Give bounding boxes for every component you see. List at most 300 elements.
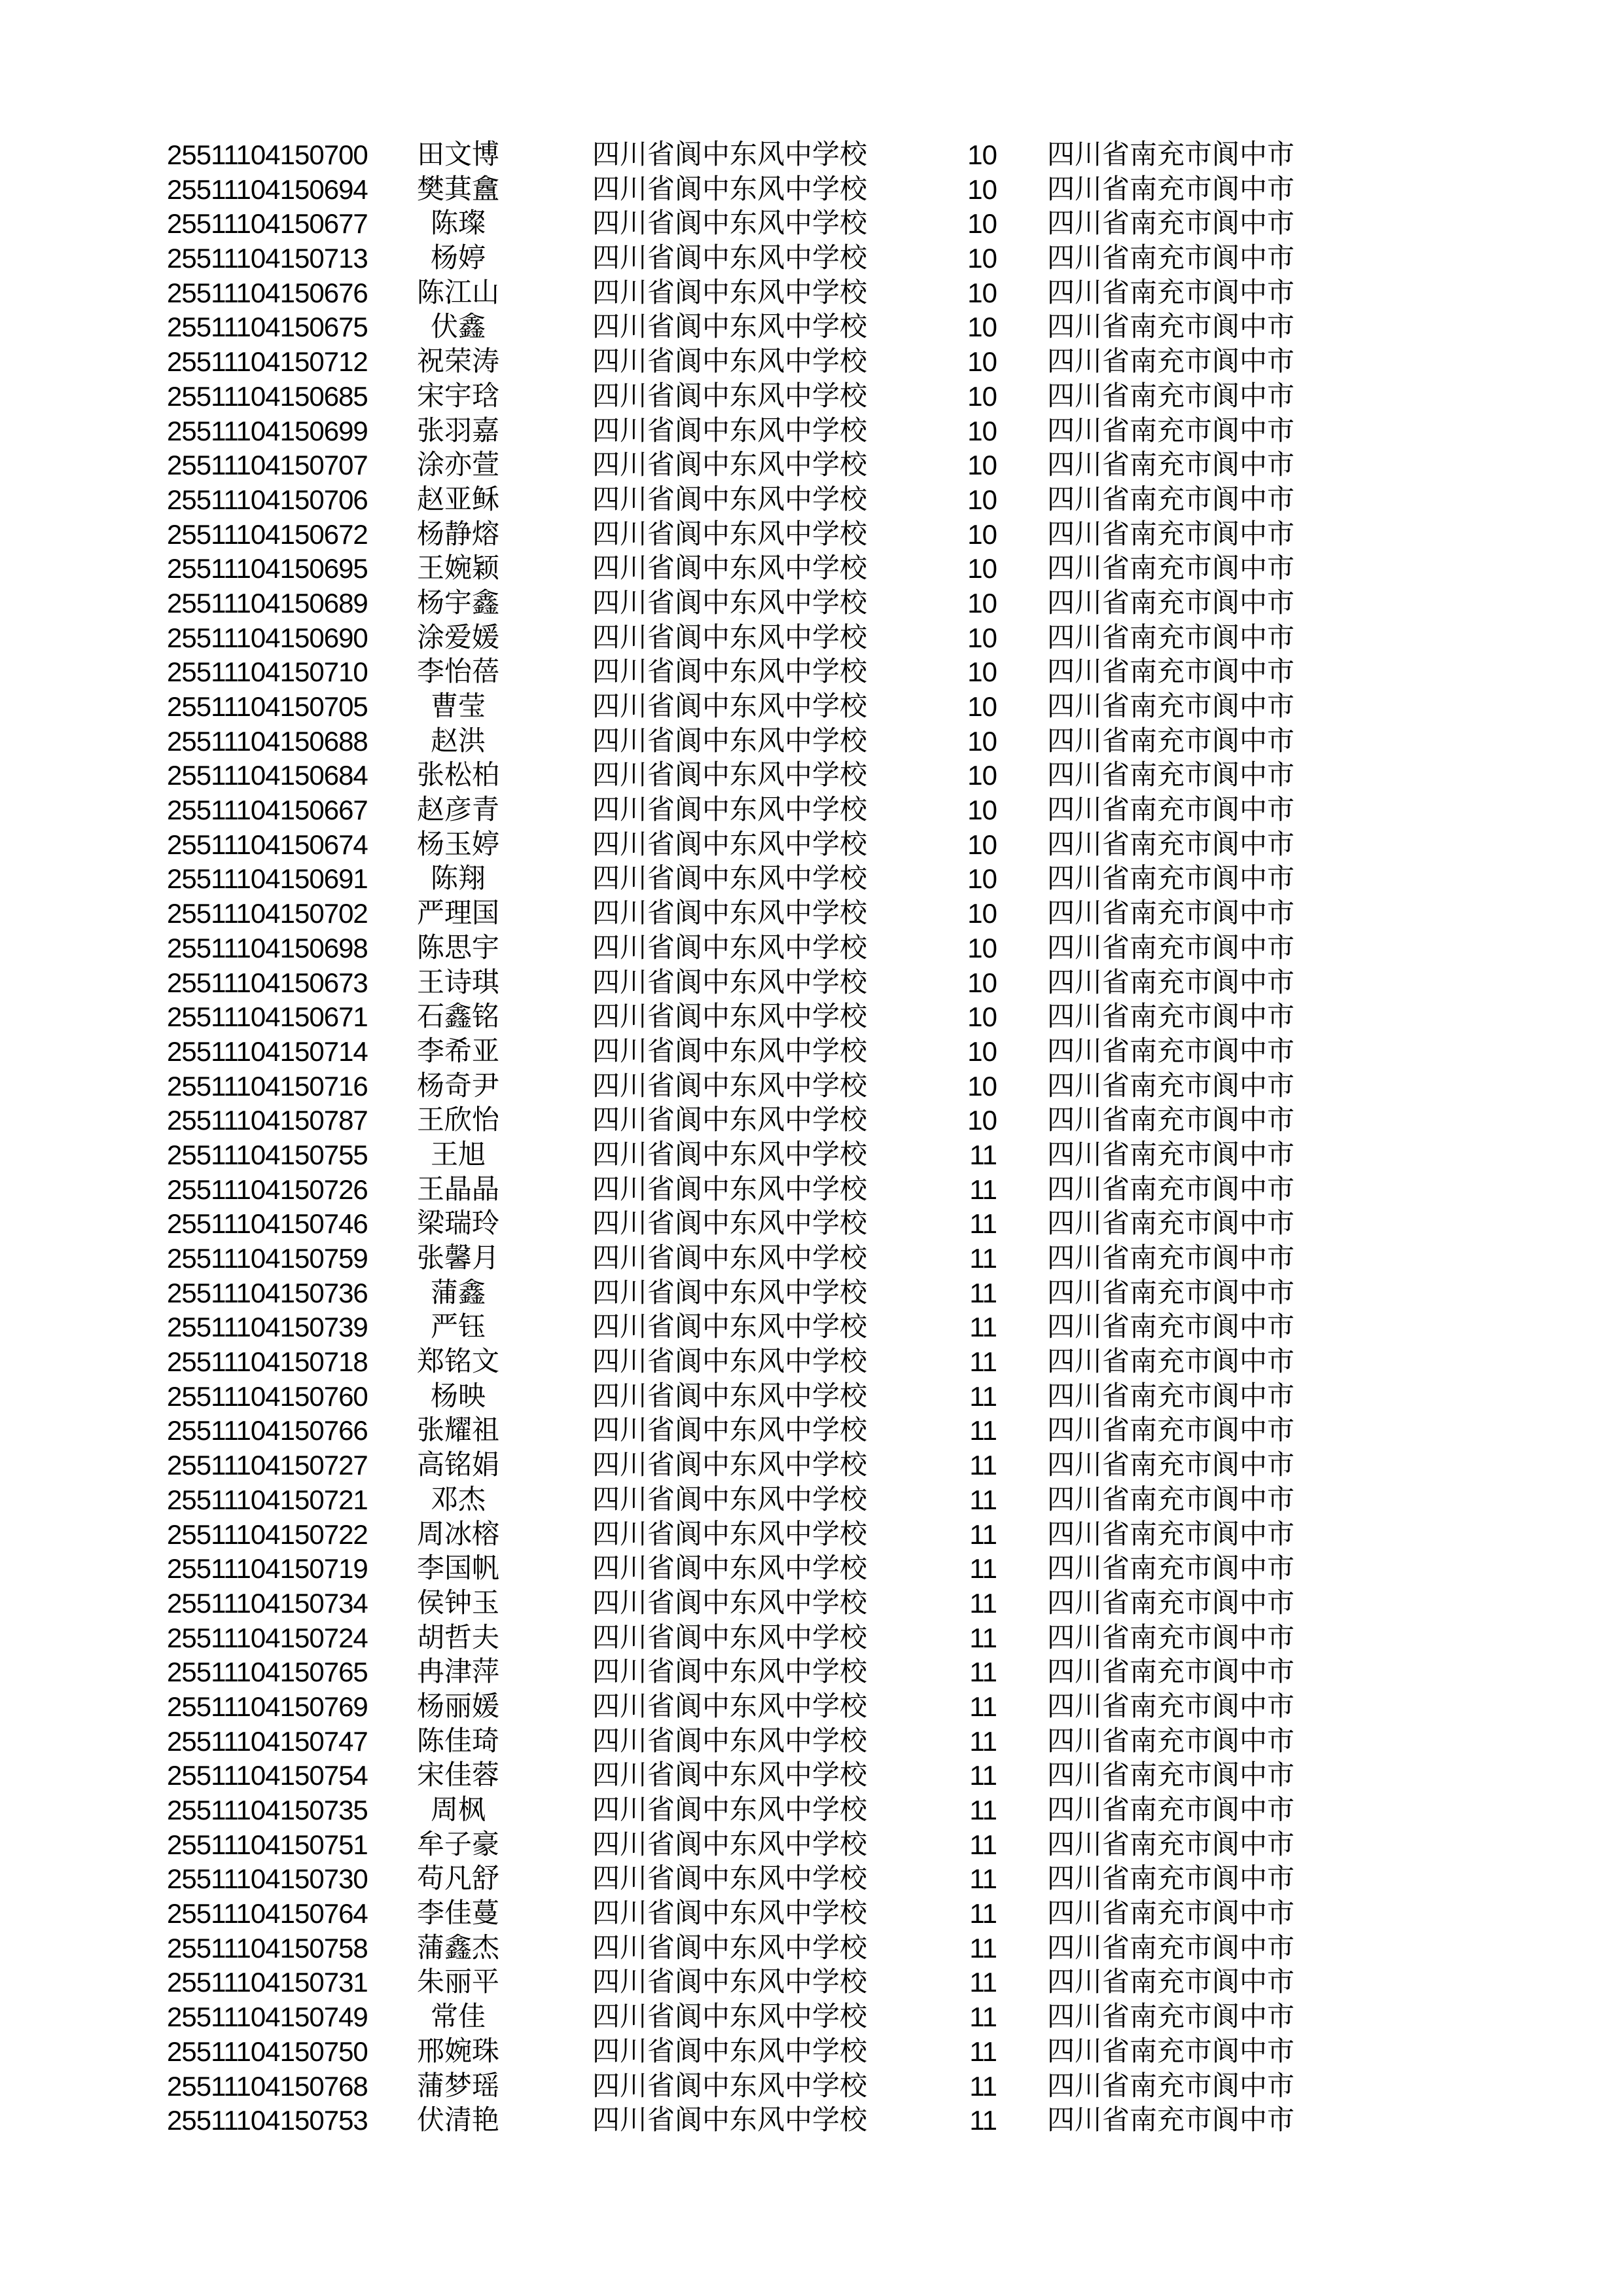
table-row <box>0 1242 1623 1276</box>
school-cell: 四川省阆中东风中学校 <box>592 312 868 343</box>
student-name-cell: 王欣怡 <box>416 1105 499 1136</box>
student-name-cell: 蒲梦瑶 <box>416 2071 499 2102</box>
school-cell: 四川省阆中东风中学校 <box>592 795 868 826</box>
school-cell: 四川省阆中东风中学校 <box>592 1450 868 1481</box>
city-cell: 四川省南充市阆中市 <box>1047 347 1295 378</box>
student-name-cell: 杨婷 <box>430 243 486 274</box>
student-name-cell: 郑铭文 <box>416 1347 499 1378</box>
exam-id-cell: 25511104150714 <box>167 1035 368 1067</box>
grade-cell: 11 <box>969 2036 997 2067</box>
school-cell: 四川省阆中东风中学校 <box>592 1691 868 1722</box>
exam-id-cell: 25511104150676 <box>167 277 368 308</box>
city-cell: 四川省南充市阆中市 <box>1047 416 1295 446</box>
exam-id-cell: 25511104150672 <box>167 518 368 550</box>
city-cell: 四川省南充市阆中市 <box>1047 933 1295 963</box>
school-cell: 四川省阆中东风中学校 <box>592 1105 868 1136</box>
grade-cell: 10 <box>967 898 997 929</box>
student-name-cell: 祝荣涛 <box>416 347 499 378</box>
student-name-cell: 李希亚 <box>416 1036 499 1067</box>
city-cell: 四川省南充市阆中市 <box>1047 1484 1295 1515</box>
school-cell: 四川省阆中东风中学校 <box>592 1623 868 1653</box>
table-row <box>0 1000 1623 1035</box>
table-row <box>0 2070 1623 2104</box>
city-cell: 四川省南充市阆中市 <box>1047 312 1295 343</box>
exam-id-cell: 25511104150671 <box>167 1001 368 1033</box>
student-name-cell: 朱丽平 <box>416 1967 499 1998</box>
exam-id-cell: 25511104150730 <box>167 1863 368 1895</box>
exam-id-cell: 25511104150694 <box>167 173 368 205</box>
school-cell: 四川省阆中东风中学校 <box>592 1484 868 1515</box>
city-cell: 四川省南充市阆中市 <box>1047 140 1295 170</box>
city-cell: 四川省南充市阆中市 <box>1047 1795 1295 1825</box>
table-row <box>0 1207 1623 1242</box>
student-name-cell: 杨静熔 <box>416 519 499 550</box>
exam-id-cell: 25511104150713 <box>167 243 368 274</box>
table-row <box>0 1965 1623 2000</box>
grade-cell: 10 <box>967 518 997 550</box>
exam-id-cell: 25511104150685 <box>167 380 368 412</box>
school-cell: 四川省阆中东风中学校 <box>592 692 868 722</box>
exam-id-cell: 25511104150689 <box>167 587 368 619</box>
student-name-cell: 宋宇琀 <box>416 381 499 412</box>
school-cell: 四川省阆中东风中学校 <box>592 519 868 550</box>
city-cell: 四川省南充市阆中市 <box>1047 174 1295 205</box>
school-cell: 四川省阆中东风中学校 <box>592 829 868 860</box>
grade-cell: 10 <box>967 1001 997 1033</box>
exam-id-cell: 25511104150747 <box>167 1725 368 1757</box>
table-row <box>0 1345 1623 1380</box>
exam-id-cell: 25511104150699 <box>167 415 368 446</box>
grade-cell: 11 <box>969 1277 997 1308</box>
student-name-cell: 王旭 <box>430 1139 486 1170</box>
school-cell: 四川省阆中东风中学校 <box>592 1554 868 1585</box>
school-cell: 四川省阆中东风中学校 <box>592 1899 868 1929</box>
exam-id-cell: 25511104150750 <box>167 2036 368 2067</box>
student-name-cell: 李怡蓓 <box>416 657 499 688</box>
student-name-cell: 严钰 <box>430 1312 486 1343</box>
table-row <box>0 138 1623 173</box>
exam-id-cell: 25511104150753 <box>167 2105 368 2136</box>
grade-cell: 10 <box>967 829 997 860</box>
table-row <box>0 725 1623 759</box>
exam-id-cell: 25511104150716 <box>167 1070 368 1102</box>
grade-cell: 11 <box>969 1725 997 1757</box>
student-name-cell: 石鑫铭 <box>416 1002 499 1033</box>
exam-id-cell: 25511104150684 <box>167 760 368 791</box>
city-cell: 四川省南充市阆中市 <box>1047 209 1295 240</box>
table-row <box>0 2035 1623 2070</box>
student-name-cell: 王晶晶 <box>416 1174 499 1205</box>
city-cell: 四川省南充市阆中市 <box>1047 1519 1295 1550</box>
exam-id-cell: 25511104150764 <box>167 1898 368 1929</box>
city-cell: 四川省南充市阆中市 <box>1047 1761 1295 1791</box>
school-cell: 四川省阆中东风中学校 <box>592 347 868 378</box>
student-name-cell: 陈江山 <box>416 278 499 308</box>
student-name-cell: 杨玉婷 <box>416 829 499 860</box>
grade-cell: 11 <box>969 1657 997 1688</box>
student-name-cell: 伏清艳 <box>416 2106 499 2136</box>
table-row <box>0 1931 1623 1966</box>
grade-cell: 11 <box>969 1450 997 1481</box>
table-row <box>0 552 1623 586</box>
school-cell: 四川省阆中东风中学校 <box>592 2002 868 2033</box>
city-cell: 四川省南充市阆中市 <box>1047 1278 1295 1308</box>
table-row <box>0 242 1623 276</box>
grade-cell: 11 <box>969 2070 997 2102</box>
grade-cell: 10 <box>967 243 997 274</box>
grade-cell: 10 <box>967 139 997 170</box>
grade-cell: 11 <box>969 1208 997 1240</box>
city-cell: 四川省南充市阆中市 <box>1047 1002 1295 1033</box>
school-cell: 四川省阆中东风中学校 <box>592 1278 868 1308</box>
table-row <box>0 1759 1623 1793</box>
table-row <box>0 276 1623 311</box>
exam-id-cell: 25511104150673 <box>167 967 368 998</box>
grade-cell: 11 <box>969 1553 997 1585</box>
grade-cell: 11 <box>969 1174 997 1205</box>
grade-cell: 11 <box>969 1795 997 1825</box>
school-cell: 四川省阆中东风中学校 <box>592 1416 868 1446</box>
school-cell: 四川省阆中东风中学校 <box>592 278 868 308</box>
city-cell: 四川省南充市阆中市 <box>1047 1967 1295 1998</box>
school-cell: 四川省阆中东风中学校 <box>592 1174 868 1205</box>
student-name-cell: 李国帆 <box>416 1554 499 1585</box>
table-row <box>0 448 1623 483</box>
city-cell: 四川省南充市阆中市 <box>1047 1244 1295 1274</box>
city-cell: 四川省南充市阆中市 <box>1047 1036 1295 1067</box>
student-name-cell: 周枫 <box>430 1795 486 1825</box>
student-name-cell: 李佳蔓 <box>416 1899 499 1929</box>
table-row <box>0 897 1623 931</box>
grade-cell: 10 <box>967 484 997 515</box>
student-name-cell: 赵洪 <box>430 726 486 757</box>
table-row <box>0 345 1623 380</box>
table-row <box>0 1069 1623 1104</box>
grade-cell: 11 <box>969 1518 997 1550</box>
school-cell: 四川省阆中东风中学校 <box>592 1244 868 1274</box>
student-name-cell: 侯钟玉 <box>416 1588 499 1619</box>
table-row <box>0 1897 1623 1931</box>
grade-cell: 11 <box>969 1967 997 1998</box>
school-cell: 四川省阆中东风中学校 <box>592 588 868 619</box>
city-cell: 四川省南充市阆中市 <box>1047 1209 1295 1240</box>
exam-id-cell: 25511104150706 <box>167 484 368 515</box>
grade-cell: 11 <box>969 1622 997 1653</box>
exam-id-cell: 25511104150736 <box>167 1277 368 1308</box>
student-name-cell: 邓杰 <box>430 1484 486 1515</box>
city-cell: 四川省南充市阆中市 <box>1047 450 1295 481</box>
table-row <box>0 1173 1623 1208</box>
city-cell: 四川省南充市阆中市 <box>1047 1899 1295 1929</box>
exam-id-cell: 25511104150739 <box>167 1312 368 1343</box>
city-cell: 四川省南充市阆中市 <box>1047 1139 1295 1170</box>
table-row <box>0 1518 1623 1552</box>
student-name-cell: 赵亚稣 <box>416 484 499 515</box>
grade-cell: 10 <box>967 587 997 619</box>
school-cell: 四川省阆中东风中学校 <box>592 1347 868 1378</box>
city-cell: 四川省南充市阆中市 <box>1047 1829 1295 1860</box>
student-table <box>0 138 1623 2138</box>
grade-cell: 11 <box>969 1760 997 1791</box>
school-cell: 四川省阆中东风中学校 <box>592 1829 868 1860</box>
exam-id-cell: 25511104150751 <box>167 1829 368 1860</box>
city-cell: 四川省南充市阆中市 <box>1047 554 1295 584</box>
city-cell: 四川省南充市阆中市 <box>1047 1450 1295 1481</box>
grade-cell: 11 <box>969 1380 997 1412</box>
exam-id-cell: 25511104150698 <box>167 932 368 963</box>
table-row <box>0 1035 1623 1069</box>
exam-id-cell: 25511104150718 <box>167 1346 368 1378</box>
school-cell: 四川省阆中东风中学校 <box>592 209 868 240</box>
table-row <box>0 414 1623 449</box>
school-cell: 四川省阆中东风中学校 <box>592 1139 868 1170</box>
city-cell: 四川省南充市阆中市 <box>1047 795 1295 826</box>
school-cell: 四川省阆中东风中学校 <box>592 2036 868 2067</box>
city-cell: 四川省南充市阆中市 <box>1047 2036 1295 2067</box>
student-name-cell: 胡哲夫 <box>416 1623 499 1653</box>
exam-id-cell: 25511104150688 <box>167 725 368 757</box>
student-name-cell: 梁瑞玲 <box>416 1209 499 1240</box>
exam-id-cell: 25511104150691 <box>167 863 368 895</box>
grade-cell: 10 <box>967 622 997 653</box>
table-row <box>0 1552 1623 1587</box>
school-cell: 四川省阆中东风中学校 <box>592 1795 868 1825</box>
student-name-cell: 陈佳琦 <box>416 1726 499 1757</box>
exam-id-cell: 25511104150675 <box>167 312 368 343</box>
student-name-cell: 苟凡舒 <box>416 1864 499 1895</box>
student-name-cell: 王婉颖 <box>416 554 499 584</box>
grade-cell: 11 <box>969 1829 997 1860</box>
grade-cell: 10 <box>967 1105 997 1136</box>
table-row <box>0 1828 1623 1863</box>
city-cell: 四川省南充市阆中市 <box>1047 1657 1295 1688</box>
grade-cell: 10 <box>967 691 997 722</box>
exam-id-cell: 25511104150768 <box>167 2070 368 2102</box>
table-row <box>0 1725 1623 1759</box>
table-row <box>0 1310 1623 1345</box>
exam-id-cell: 25511104150710 <box>167 656 368 688</box>
school-cell: 四川省阆中东风中学校 <box>592 1209 868 1240</box>
exam-id-cell: 25511104150677 <box>167 208 368 240</box>
student-name-cell: 涂亦萱 <box>416 450 499 481</box>
city-cell: 四川省南充市阆中市 <box>1047 1691 1295 1722</box>
table-row <box>0 1587 1623 1621</box>
table-row <box>0 690 1623 725</box>
city-cell: 四川省南充市阆中市 <box>1047 761 1295 791</box>
exam-id-cell: 25511104150766 <box>167 1415 368 1446</box>
school-cell: 四川省阆中东风中学校 <box>592 381 868 412</box>
school-cell: 四川省阆中东风中学校 <box>592 1381 868 1412</box>
grade-cell: 11 <box>969 1415 997 1446</box>
student-name-cell: 杨奇尹 <box>416 1071 499 1102</box>
school-cell: 四川省阆中东风中学校 <box>592 761 868 791</box>
exam-id-cell: 25511104150749 <box>167 2001 368 2033</box>
student-name-cell: 陈璨 <box>430 209 486 240</box>
exam-id-cell: 25511104150755 <box>167 1139 368 1170</box>
exam-id-cell: 25511104150746 <box>167 1208 368 1240</box>
school-cell: 四川省阆中东风中学校 <box>592 1933 868 1964</box>
student-name-cell: 牟子豪 <box>416 1829 499 1860</box>
exam-id-cell: 25511104150695 <box>167 553 368 584</box>
city-cell: 四川省南充市阆中市 <box>1047 519 1295 550</box>
school-cell: 四川省阆中东风中学校 <box>592 967 868 998</box>
school-cell: 四川省阆中东风中学校 <box>592 933 868 963</box>
student-name-cell: 杨映 <box>430 1381 486 1412</box>
table-row <box>0 1103 1623 1138</box>
grade-cell: 11 <box>969 1587 997 1619</box>
grade-cell: 11 <box>969 2001 997 2033</box>
student-name-cell: 伏鑫 <box>430 312 486 343</box>
city-cell: 四川省南充市阆中市 <box>1047 1933 1295 1964</box>
city-cell: 四川省南充市阆中市 <box>1047 2106 1295 2136</box>
exam-id-cell: 25511104150702 <box>167 898 368 929</box>
exam-id-cell: 25511104150674 <box>167 829 368 860</box>
student-name-cell: 田文博 <box>416 140 499 170</box>
exam-id-cell: 25511104150735 <box>167 1795 368 1825</box>
exam-id-cell: 25511104150724 <box>167 1622 368 1653</box>
school-cell: 四川省阆中东风中学校 <box>592 1967 868 1998</box>
school-cell: 四川省阆中东风中学校 <box>592 1726 868 1757</box>
city-cell: 四川省南充市阆中市 <box>1047 692 1295 722</box>
exam-id-cell: 25511104150727 <box>167 1450 368 1481</box>
school-cell: 四川省阆中东风中学校 <box>592 2071 868 2102</box>
exam-id-cell: 25511104150726 <box>167 1174 368 1205</box>
grade-cell: 10 <box>967 415 997 446</box>
city-cell: 四川省南充市阆中市 <box>1047 829 1295 860</box>
school-cell: 四川省阆中东风中学校 <box>592 140 868 170</box>
grade-cell: 11 <box>969 1898 997 1929</box>
exam-id-cell: 25511104150722 <box>167 1518 368 1550</box>
table-row <box>0 621 1623 656</box>
table-row <box>0 1862 1623 1897</box>
city-cell: 四川省南充市阆中市 <box>1047 1864 1295 1895</box>
city-cell: 四川省南充市阆中市 <box>1047 622 1295 653</box>
city-cell: 四川省南充市阆中市 <box>1047 1554 1295 1585</box>
exam-id-cell: 25511104150700 <box>167 139 368 170</box>
table-row <box>0 1655 1623 1690</box>
grade-cell: 10 <box>967 932 997 963</box>
grade-cell: 10 <box>967 967 997 998</box>
exam-id-cell: 25511104150719 <box>167 1553 368 1585</box>
table-row <box>0 207 1623 242</box>
school-cell: 四川省阆中东风中学校 <box>592 1588 868 1619</box>
grade-cell: 10 <box>967 1070 997 1102</box>
school-cell: 四川省阆中东风中学校 <box>592 1519 868 1550</box>
grade-cell: 10 <box>967 553 997 584</box>
grade-cell: 10 <box>967 346 997 378</box>
city-cell: 四川省南充市阆中市 <box>1047 1174 1295 1205</box>
student-name-cell: 邢婉珠 <box>416 2036 499 2067</box>
city-cell: 四川省南充市阆中市 <box>1047 1381 1295 1412</box>
student-name-cell: 蒲鑫杰 <box>416 1933 499 1964</box>
student-name-cell: 蒲鑫 <box>430 1278 486 1308</box>
city-cell: 四川省南充市阆中市 <box>1047 899 1295 929</box>
exam-id-cell: 25511104150754 <box>167 1760 368 1791</box>
student-name-cell: 樊萁盫 <box>416 174 499 205</box>
school-cell: 四川省阆中东风中学校 <box>592 174 868 205</box>
exam-id-cell: 25511104150769 <box>167 1691 368 1722</box>
table-row <box>0 793 1623 828</box>
city-cell: 四川省南充市阆中市 <box>1047 278 1295 308</box>
table-row <box>0 380 1623 414</box>
grade-cell: 10 <box>967 863 997 895</box>
student-name-cell: 冉津萍 <box>416 1657 499 1688</box>
table-row <box>0 1483 1623 1518</box>
grade-cell: 10 <box>967 208 997 240</box>
table-row <box>0 862 1623 897</box>
city-cell: 四川省南充市阆中市 <box>1047 2071 1295 2102</box>
exam-id-cell: 25511104150712 <box>167 346 368 378</box>
table-row <box>0 828 1623 863</box>
student-name-cell: 涂爱媛 <box>416 622 499 653</box>
student-name-cell: 张松柏 <box>416 761 499 791</box>
city-cell: 四川省南充市阆中市 <box>1047 243 1295 274</box>
grade-cell: 10 <box>967 760 997 791</box>
grade-cell: 10 <box>967 277 997 308</box>
student-name-cell: 王诗琪 <box>416 967 499 998</box>
city-cell: 四川省南充市阆中市 <box>1047 657 1295 688</box>
table-row <box>0 2104 1623 2138</box>
student-name-cell: 常佳 <box>430 2002 486 2033</box>
table-row <box>0 655 1623 690</box>
student-name-cell: 严理国 <box>416 899 499 929</box>
exam-id-cell: 25511104150707 <box>167 450 368 481</box>
school-cell: 四川省阆中东风中学校 <box>592 554 868 584</box>
student-name-cell: 杨宇鑫 <box>416 588 499 619</box>
table-row <box>0 1448 1623 1483</box>
table-row <box>0 1690 1623 1725</box>
school-cell: 四川省阆中东风中学校 <box>592 2106 868 2136</box>
school-cell: 四川省阆中东风中学校 <box>592 1761 868 1791</box>
school-cell: 四川省阆中东风中学校 <box>592 864 868 895</box>
grade-cell: 11 <box>969 2105 997 2136</box>
city-cell: 四川省南充市阆中市 <box>1047 967 1295 998</box>
grade-cell: 10 <box>967 380 997 412</box>
school-cell: 四川省阆中东风中学校 <box>592 1864 868 1895</box>
school-cell: 四川省阆中东风中学校 <box>592 1002 868 1033</box>
exam-id-cell: 25511104150734 <box>167 1587 368 1619</box>
student-name-cell: 高铭娟 <box>416 1450 499 1481</box>
table-row <box>0 173 1623 207</box>
table-row <box>0 966 1623 1001</box>
student-name-cell: 张羽嘉 <box>416 416 499 446</box>
table-row <box>0 483 1623 518</box>
school-cell: 四川省阆中东风中学校 <box>592 1657 868 1688</box>
city-cell: 四川省南充市阆中市 <box>1047 381 1295 412</box>
school-cell: 四川省阆中东风中学校 <box>592 450 868 481</box>
school-cell: 四川省阆中东风中学校 <box>592 243 868 274</box>
grade-cell: 11 <box>969 1312 997 1343</box>
city-cell: 四川省南充市阆中市 <box>1047 1588 1295 1619</box>
grade-cell: 10 <box>967 450 997 481</box>
school-cell: 四川省阆中东风中学校 <box>592 1071 868 1102</box>
table-row <box>0 1138 1623 1173</box>
exam-id-cell: 25511104150765 <box>167 1657 368 1688</box>
exam-id-cell: 25511104150787 <box>167 1105 368 1136</box>
student-name-cell: 陈翔 <box>430 864 486 895</box>
grade-cell: 10 <box>967 312 997 343</box>
table-row <box>0 1621 1623 1656</box>
city-cell: 四川省南充市阆中市 <box>1047 588 1295 619</box>
table-row <box>0 1380 1623 1414</box>
city-cell: 四川省南充市阆中市 <box>1047 1416 1295 1446</box>
exam-id-cell: 25511104150759 <box>167 1243 368 1274</box>
table-row <box>0 1414 1623 1448</box>
exam-id-cell: 25511104150760 <box>167 1380 368 1412</box>
grade-cell: 11 <box>969 1484 997 1515</box>
exam-id-cell: 25511104150705 <box>167 691 368 722</box>
city-cell: 四川省南充市阆中市 <box>1047 484 1295 515</box>
